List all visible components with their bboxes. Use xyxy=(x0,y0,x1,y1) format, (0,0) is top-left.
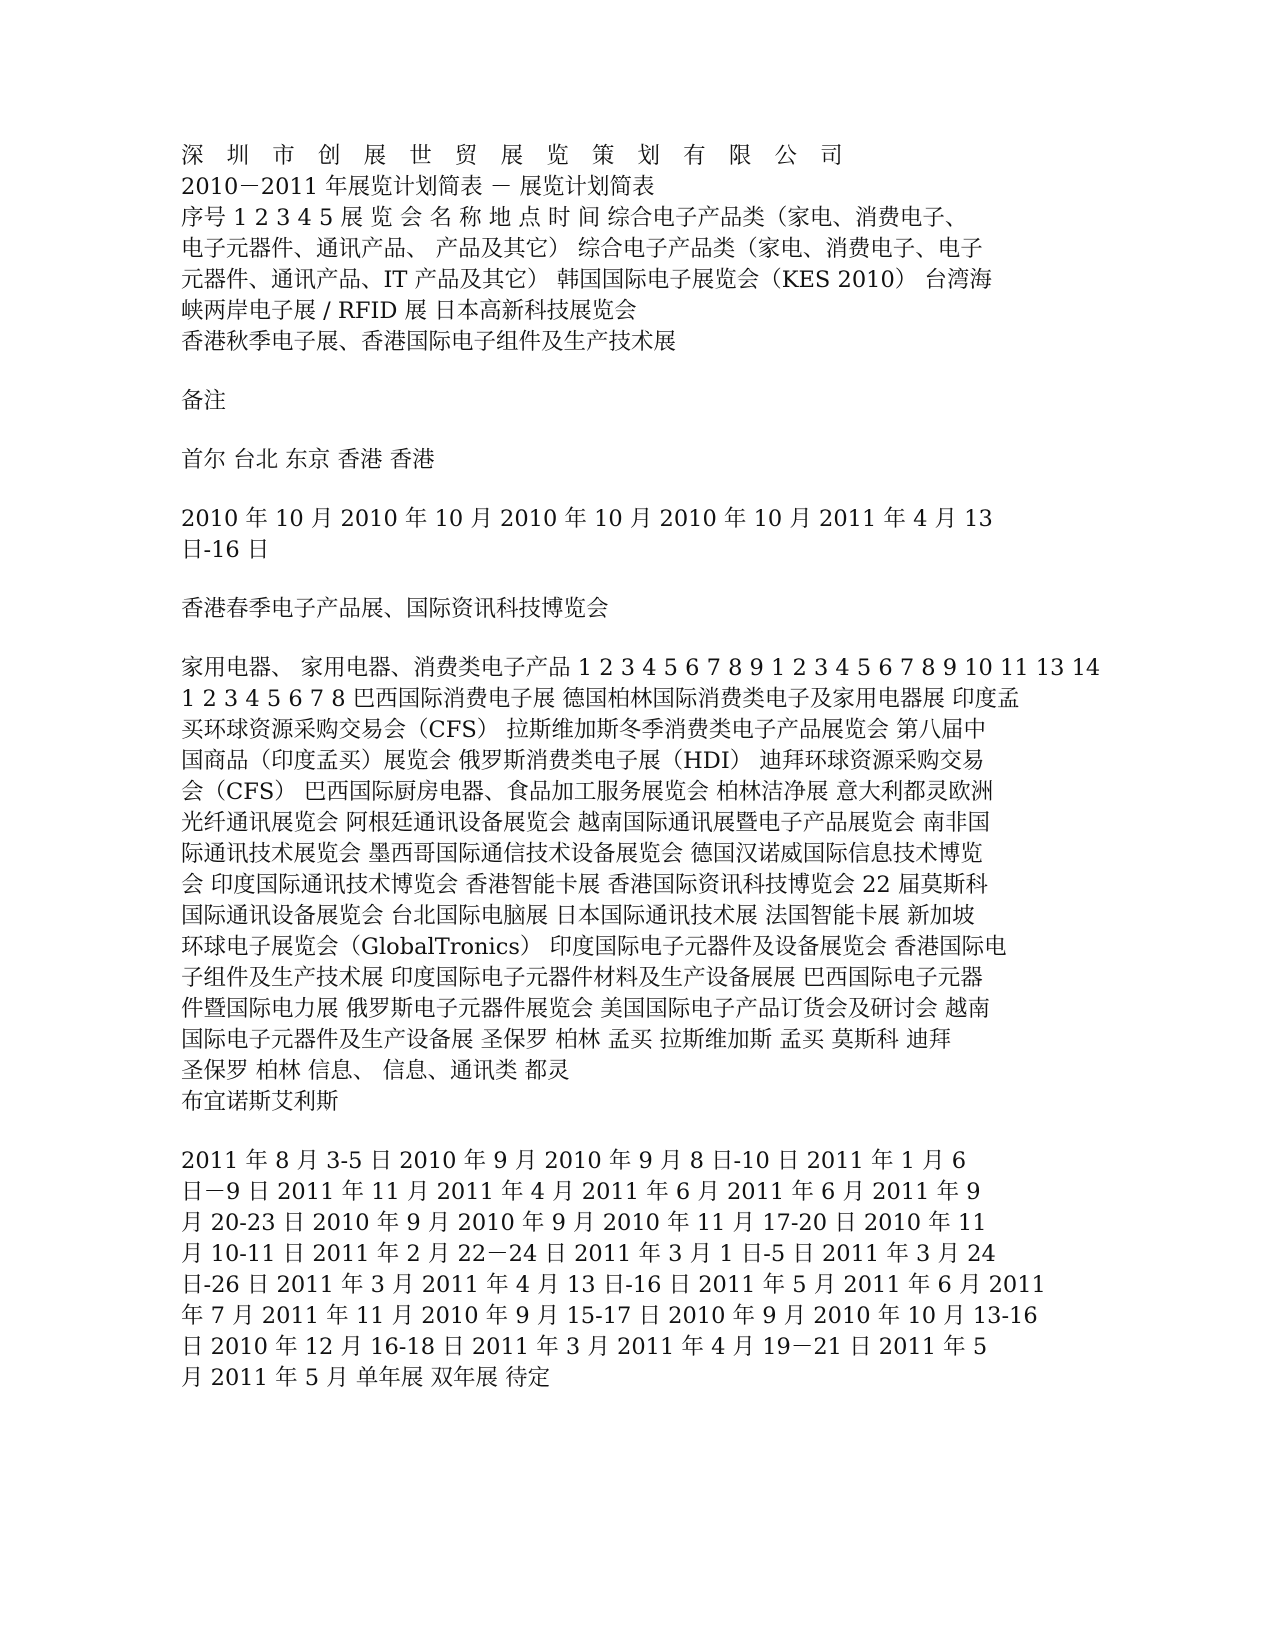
exhibitions-line: 家用电器、 家用电器、消费类电子产品 1 2 3 4 5 6 7 8 9 1 2 3 4 5 6 7 8 9 10 11 13 14 xyxy=(181,655,1101,681)
document-page xyxy=(181,141,1101,1394)
spring-show-line: 香港春季电子产品展、国际资讯科技博览会 xyxy=(181,596,609,622)
schedule-line: 2011 年 8 月 3-5 日 2010 年 9 月 2010 年 9 月 8 日-10 日 2011 年 1 月 6 xyxy=(181,1148,967,1174)
header-line: 元器件、通讯产品、IT 产品及其它） 韩国国际电子展览会（KES 2010） 台湾海 xyxy=(181,267,992,293)
header-line: 香港秋季电子展、香港国际电子组件及生产技术展 xyxy=(181,329,677,355)
spacer xyxy=(181,625,1101,653)
schedule-line: 年 7 月 2011 年 11 月 2010 年 9 月 15-17 日 2010 年 9 月 2010 年 10 月 13-16 xyxy=(181,1303,1038,1329)
exhibitions-block xyxy=(181,653,1101,1118)
header-block xyxy=(181,203,1101,358)
schedule-line: 日－9 日 2011 年 11 月 2011 年 4 月 2011 年 6 月 2011 年 6 月 2011 年 9 xyxy=(181,1179,981,1205)
exhibitions-line: 买环球资源采购交易会（CFS） 拉斯维加斯冬季消费类电子产品展览会 第八届中 xyxy=(181,717,987,743)
schedule-line: 日-26 日 2011 年 3 月 2011 年 4 月 13 日-16 日 2011 年 5 月 2011 年 6 月 2011 xyxy=(181,1272,1046,1298)
exhibitions-line: 国际通讯设备展览会 台北国际电脑展 日本国际通讯技术展 法国智能卡展 新加坡 xyxy=(181,903,975,929)
schedule-block xyxy=(181,1146,1101,1394)
exhibitions-line: 布宜诺斯艾利斯 xyxy=(181,1089,339,1115)
remarks-label: 备注 xyxy=(181,388,227,414)
dates-line: 日-16 日 xyxy=(181,537,270,563)
exhibitions-line: 环球电子展览会（GlobalTronics） 印度国际电子元器件及设备展览会 香港国际电 xyxy=(181,934,1007,960)
exhibitions-line: 1 2 3 4 5 6 7 8 巴西国际消费电子展 德国柏林国际消费类电子及家用电器展 印度孟 xyxy=(181,686,1020,712)
company-title: 深 圳 市 创 展 世 贸 展 览 策 划 有 限 公 司 xyxy=(181,143,851,169)
dates-block xyxy=(181,504,1101,566)
header-line: 峡两岸电子展 / RFID 展 日本高新科技展览会 xyxy=(181,298,637,324)
exhibitions-line: 会 印度国际通讯技术博览会 香港智能卡展 香港国际资讯科技博览会 22 届莫斯科 xyxy=(181,872,988,898)
locations-line: 首尔 台北 东京 香港 香港 xyxy=(181,447,435,473)
exhibitions-line: 件暨国际电力展 俄罗斯电子元器件展览会 美国国际电子产品订货会及研讨会 越南 xyxy=(181,996,990,1022)
exhibitions-line: 子组件及生产技术展 印度国际电子元器件材料及生产设备展展 巴西国际电子元器 xyxy=(181,965,983,991)
header-line: 序号 1 2 3 4 5 展 览 会 名 称 地 点 时 间 综合电子产品类（家电、消费电子、 xyxy=(181,205,968,231)
exhibitions-line: 际通讯技术展览会 墨西哥国际通信技术设备展览会 德国汉诺威国际信息技术博览 xyxy=(181,841,983,867)
dates-line: 2010 年 10 月 2010 年 10 月 2010 年 10 月 2010 年 10 月 2011 年 4 月 13 xyxy=(181,506,993,532)
spacer xyxy=(181,358,1101,386)
exhibitions-line: 光纤通讯展览会 阿根廷通讯设备展览会 越南国际通讯展暨电子产品展览会 南非国 xyxy=(181,810,990,836)
spacer xyxy=(181,476,1101,504)
document-subtitle: 2010－2011 年展览计划简表 － 展览计划简表 xyxy=(181,174,655,200)
exhibitions-line: 会（CFS） 巴西国际厨房电器、食品加工服务展览会 柏林洁净展 意大利都灵欧洲 xyxy=(181,779,994,805)
schedule-line: 月 2011 年 5 月 单年展 双年展 待定 xyxy=(181,1365,551,1391)
exhibitions-line: 圣保罗 柏林 信息、 信息、通讯类 都灵 xyxy=(181,1058,570,1084)
schedule-line: 月 10-11 日 2011 年 2 月 22－24 日 2011 年 3 月 1 日-5 日 2011 年 3 月 24 xyxy=(181,1241,996,1267)
spacer xyxy=(181,566,1101,594)
exhibitions-line: 国商品（印度孟买）展览会 俄罗斯消费类电子展（HDI） 迪拜环球资源采购交易 xyxy=(181,748,985,774)
spacer xyxy=(181,1118,1101,1146)
header-line: 电子元器件、通讯产品、 产品及其它） 综合电子产品类（家电、消费电子、电子 xyxy=(181,236,983,262)
exhibitions-line: 国际电子元器件及生产设备展 圣保罗 柏林 孟买 拉斯维加斯 孟买 莫斯科 迪拜 xyxy=(181,1027,952,1053)
schedule-line: 月 20-23 日 2010 年 9 月 2010 年 9 月 2010 年 11 月 17-20 日 2010 年 11 xyxy=(181,1210,987,1236)
spacer xyxy=(181,417,1101,445)
schedule-line: 日 2010 年 12 月 16-18 日 2011 年 3 月 2011 年 4 月 19－21 日 2011 年 5 xyxy=(181,1334,988,1360)
